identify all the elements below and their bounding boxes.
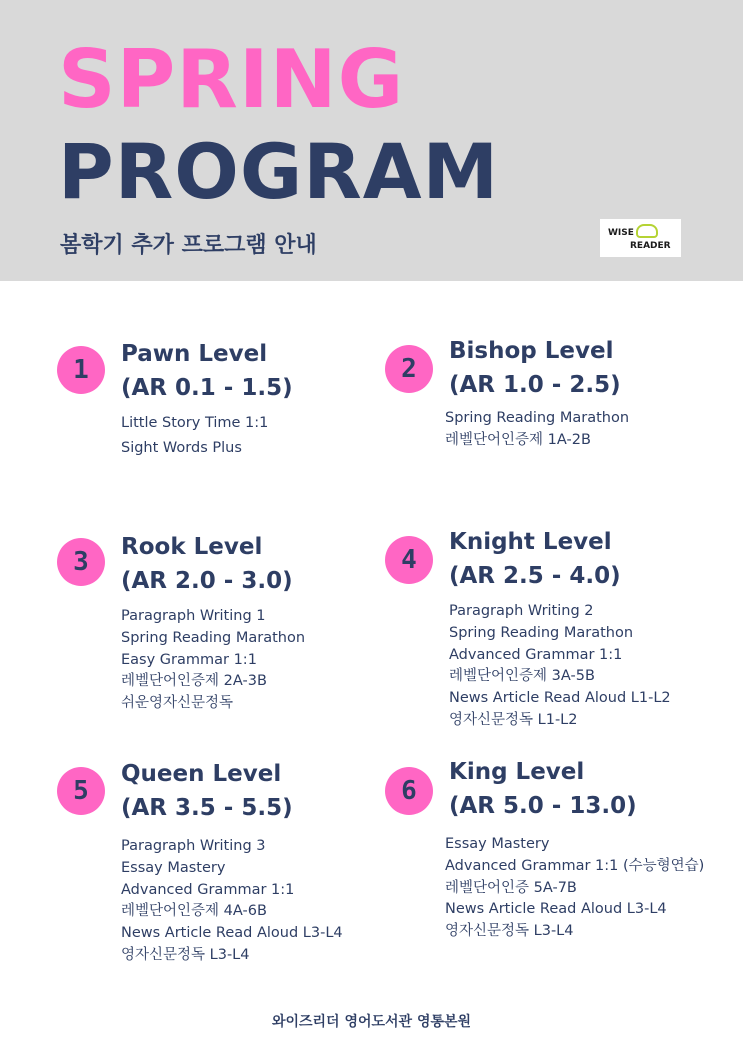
level-ar-range: (AR 5.0 - 13.0) bbox=[449, 793, 637, 819]
program-item: Easy Grammar 1:1 bbox=[121, 651, 257, 668]
program-list bbox=[445, 408, 629, 452]
footer-library-name: 와이즈리더 영어도서관 영통본원 bbox=[271, 1014, 472, 1030]
level-title: Knight Level bbox=[449, 529, 612, 555]
program-item: 쉬운영자신문정독 bbox=[121, 695, 234, 712]
program-item: Spring Reading Marathon bbox=[121, 629, 306, 646]
program-item: Paragraph Writing 3 bbox=[121, 838, 266, 854]
level-title: Pawn Level bbox=[121, 341, 268, 367]
program-list bbox=[121, 836, 343, 967]
eye-icon bbox=[636, 224, 658, 238]
program-item: News Article Read Aloud L3-L4 bbox=[121, 925, 343, 942]
program-item: 레벨단어인증제 2A-3B bbox=[121, 673, 267, 690]
program-item: Essay Mastery bbox=[121, 859, 226, 876]
program-list bbox=[445, 834, 704, 943]
program-list bbox=[449, 601, 671, 732]
program-item: 레벨단어인증 5A-7B bbox=[445, 879, 577, 896]
title-program: PROGRAM bbox=[58, 127, 500, 216]
program-list bbox=[121, 413, 268, 460]
program-item: 영자신문정독 L1-L2 bbox=[449, 711, 578, 728]
level-ar-range: (AR 1.0 - 2.5) bbox=[449, 372, 621, 398]
program-item: Little Story Time 1:1 bbox=[121, 415, 269, 431]
logo-reader-text: READER bbox=[630, 240, 671, 251]
level-number-badge: 3 bbox=[57, 538, 105, 586]
level-number-badge: 5 bbox=[57, 767, 105, 815]
program-item: 레벨단어인증제 1A-2B bbox=[445, 431, 591, 448]
program-item: Paragraph Writing 2 bbox=[449, 603, 594, 619]
program-item: 영자신문정독 L3-L4 bbox=[121, 946, 250, 963]
level-ar-range: (AR 3.5 - 5.5) bbox=[121, 795, 293, 821]
wise-reader-logo bbox=[600, 219, 681, 257]
program-item: Sight Words Plus bbox=[121, 439, 242, 456]
program-item: Advanced Grammar 1:1 (수능형연습) bbox=[445, 857, 705, 874]
subtitle: 봄학기 추가 프로그램 안내 bbox=[60, 233, 317, 258]
program-item: Paragraph Writing 1 bbox=[121, 608, 266, 624]
title-spring: SPRING bbox=[58, 33, 405, 126]
program-item: News Article Read Aloud L3-L4 bbox=[445, 901, 667, 918]
level-number-badge: 2 bbox=[385, 345, 433, 393]
level-number-badge: 6 bbox=[385, 767, 433, 815]
program-item: Advanced Grammar 1:1 bbox=[121, 881, 295, 898]
program-list bbox=[121, 606, 305, 715]
program-item: News Article Read Aloud L1-L2 bbox=[449, 690, 671, 707]
level-ar-range: (AR 2.0 - 3.0) bbox=[121, 568, 293, 594]
logo-wise-text: WISE bbox=[608, 227, 634, 238]
level-title: Rook Level bbox=[121, 534, 263, 560]
level-title: Queen Level bbox=[121, 761, 282, 787]
program-item: Essay Mastery bbox=[445, 836, 550, 852]
level-number-badge: 1 bbox=[57, 346, 105, 394]
program-item: Spring Reading Marathon bbox=[445, 410, 630, 426]
level-ar-range: (AR 0.1 - 1.5) bbox=[121, 375, 293, 401]
program-item: Spring Reading Marathon bbox=[449, 624, 634, 641]
level-number-badge: 4 bbox=[385, 536, 433, 584]
level-ar-range: (AR 2.5 - 4.0) bbox=[449, 563, 621, 589]
level-title: King Level bbox=[449, 759, 585, 785]
program-item: 레벨단어인증제 3A-5B bbox=[449, 668, 595, 685]
program-item: 레벨단어인증제 4A-6B bbox=[121, 903, 267, 920]
level-title: Bishop Level bbox=[449, 338, 614, 364]
program-item: Advanced Grammar 1:1 bbox=[449, 646, 623, 663]
program-item: 영자신문정독 L3-L4 bbox=[445, 923, 574, 940]
header-banner bbox=[0, 0, 743, 281]
